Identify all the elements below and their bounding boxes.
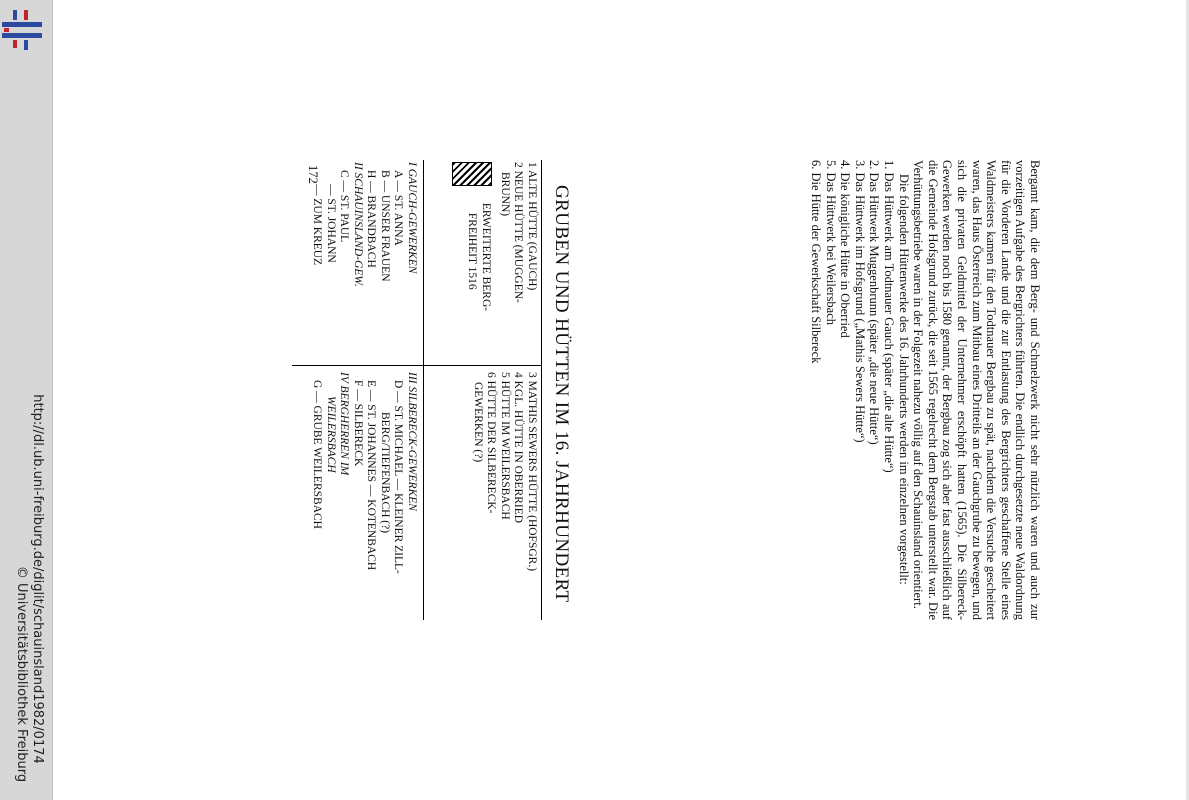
- group-entry: II SCHAUINSLAND-GEW.: [352, 162, 364, 287]
- permalink-url[interactable]: http://dl.ub.uni-freiburg.de/diglit/schauinsland1982/0174: [30, 394, 45, 764]
- group-entry: I GAUCH-GEWERKEN: [406, 162, 418, 274]
- paragraph-1: Bergamt kam, die dem Berg- und Schmelzwerk nicht sehr nützlich waren und auch zur vorzeitigen Aufgabe des Bergrichters führten. Die endlich durchgesetzte neue Waldordnung für die Vorderen Lande und die zur Entlastung des Bergrichters geschaffene Stelle eines Waldmeisters kamen für den Todtnauer Bergbau zu spät, nachdem die Versuche gescheitert waren, das Haus Österreich zum Mitbau eines Dritteils an der Gauchgrube zu bewegen, und sich die privaten Geldmittel der Unternehmer erschöpft hatten (1565). Die Silbereck-Gewerken werden noch bis 1580 genannt, der Bergbau zog sich aber fast ausschließlich auf die Gemeinde Hofsgrund zurück, die seit 1565 regelrecht dem Bergstab unterstellt war. Die Verhüttungsbetriebe waren in der Folgezeit nahezu völlig auf den Schauinsland orientiert.: [911, 160, 1042, 620]
- group-entry: F — SILBERECK: [352, 380, 364, 467]
- paragraph-2: Die folgenden Hüttenwerke des 16. Jahrhunderts werden im einzelnen vorgestellt:: [896, 174, 911, 585]
- hut-list-item: 6. Die Hütte der Gewerkschaft Silbereck: [809, 160, 824, 364]
- legend-right-column: [471, 372, 539, 620]
- group-entry: III SILBERECK-GEWERKEN: [406, 372, 418, 511]
- group-entry: A — ST. ANNA: [392, 170, 405, 246]
- hut-list-item: 3. Das Hüttwerk im Hofsgrund („Mathis Sewers Hütte“): [852, 160, 867, 443]
- hut-list: [809, 160, 897, 620]
- groups-right: [310, 372, 418, 620]
- hatch-label-1: ERWEITERTE BERG-: [480, 202, 492, 312]
- legend-hatch: [452, 162, 492, 362]
- group-entry: C — ST. PAUL: [338, 170, 351, 243]
- legend-entry: 6 HÜTTE DER SILBERECK-: [485, 372, 498, 514]
- group-entry: — ZUM KREUZ: [311, 184, 324, 266]
- group-entry: — ST. JOHANN: [325, 184, 337, 263]
- hut-list-item: 1. Das Hüttwerk am Todtnauer Gauch (später „die alte Hütte“): [882, 160, 897, 473]
- legend-entry: 5 HÜTTE IM WEILERSBACH: [499, 372, 511, 520]
- legend-entry: 2 NEUE HÜTTE (MUGGEN-: [512, 162, 525, 303]
- legend-entry: 4 KGL. HÜTTE IN OBERRIED: [512, 372, 525, 524]
- viewer-sidebar: [0, 0, 53, 800]
- legend-entry: GEWERKEN (?): [472, 382, 484, 463]
- group-entry: BERG/TIEFENBACH (?): [379, 412, 391, 534]
- group-entry: IV BERGHERREN IM: [338, 372, 351, 476]
- hut-list-item: 4. Die königliche Hütte in Oberried: [838, 160, 853, 338]
- hatch-label-2: FREIHEIT 1516: [466, 212, 479, 290]
- hatch-pattern-icon: [452, 162, 492, 186]
- copyright-notice: © Universitätsbibliothek Freiburg: [14, 565, 29, 783]
- figure-heading: GRUBEN UND HÜTTEN IM 16. JAHRHUNDERT: [551, 185, 572, 603]
- hut-list-item: 5. Das Hüttwerk bei Weilersbach: [823, 160, 838, 326]
- scanned-page: [52, 0, 1186, 800]
- legend-entry: 1 ALTE HÜTTE (GAUCH): [526, 162, 538, 291]
- legend-entry: BRUNN): [499, 172, 511, 217]
- legend-entry: 3 MATHIS SEWERS HÜTTE (HOFSGR.): [526, 372, 538, 572]
- group-entry: WEILERSBACH: [325, 396, 337, 473]
- group-entry: B — UNSER FRAUEN: [379, 170, 391, 282]
- library-logo-icon[interactable]: [2, 10, 44, 50]
- hut-list-item: 2. Das Hüttwerk Muggenbrunn (später „die neue Hütte“): [867, 160, 882, 445]
- page-number: 172: [306, 165, 320, 184]
- groups-left: [310, 162, 418, 362]
- page-text-block: [809, 160, 1043, 620]
- group-entry: G — GRUBE WEILERSBACH: [311, 380, 324, 529]
- group-entry: D — ST. MICHAEL — KLEINER ZILL-: [392, 380, 405, 574]
- group-entry: E — ST. JOHANNES — KOTENBACH: [365, 380, 378, 571]
- group-entry: H — BRANDBACH: [365, 170, 378, 268]
- legend-left-column: [498, 162, 539, 362]
